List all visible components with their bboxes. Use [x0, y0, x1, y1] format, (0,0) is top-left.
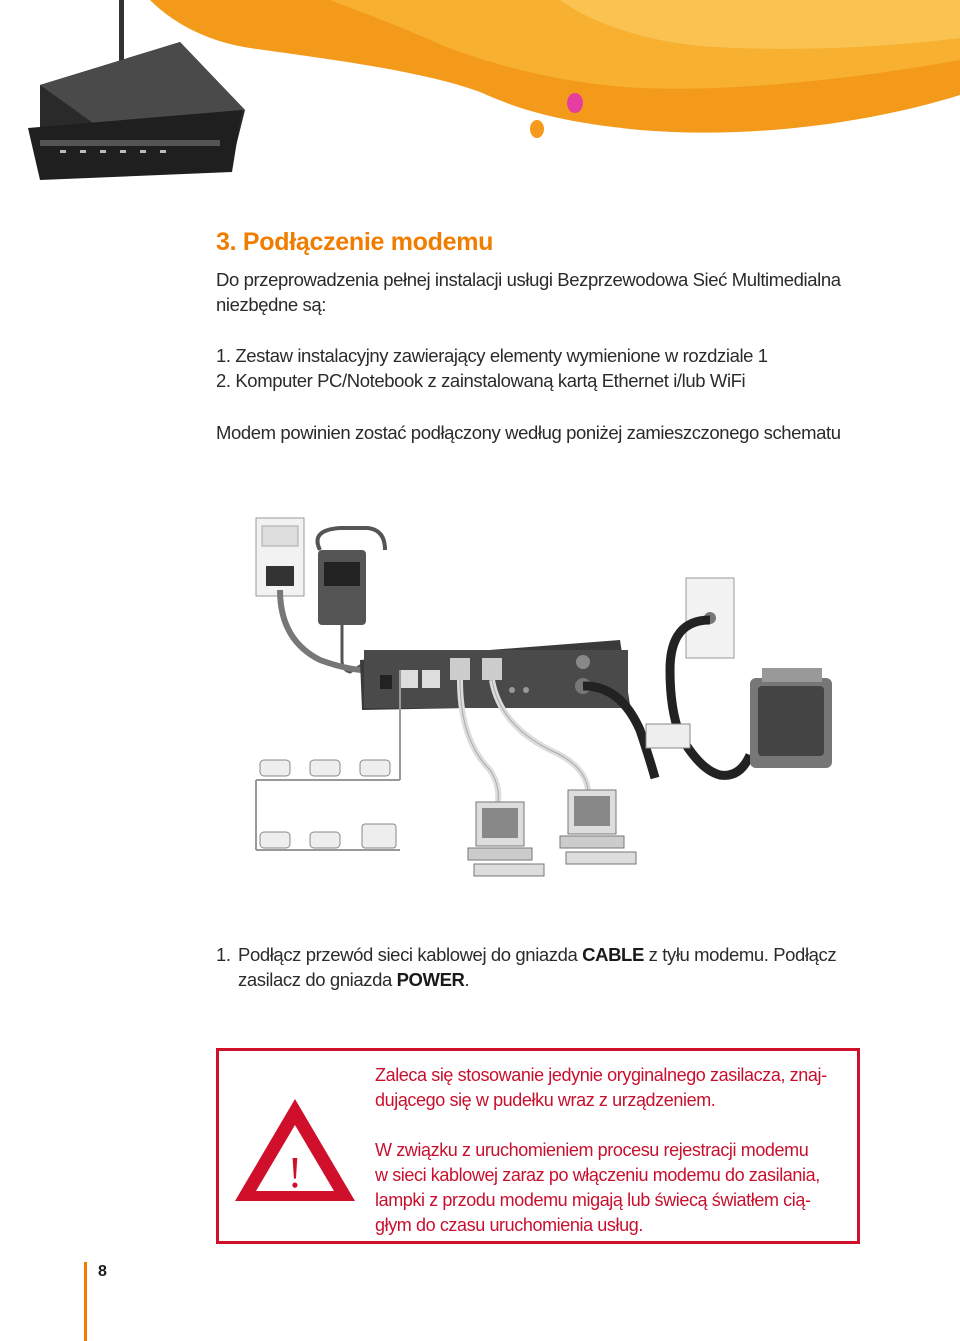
step-1-text-c: zasilacz do gniazda: [238, 969, 397, 990]
step-1-text-b: z tyłu modemu. Podłącz: [643, 944, 837, 965]
computer-2-icon: [560, 790, 636, 864]
warning-symbol: !: [287, 1148, 303, 1197]
diagram-intro: Modem powinien zostać podłączony według poniżej zamieszczonego schematu: [216, 422, 841, 443]
warning-para1-line1: Zaleca się stosowanie jedynie oryginalnego zasilacza, znaj-: [375, 1065, 827, 1085]
warning-triangle-icon: [231, 1095, 359, 1205]
step-1-text-a: Podłącz przewód sieci kablowej do gniazda: [238, 944, 583, 965]
step-1: [216, 942, 896, 992]
tv-icon: [750, 668, 832, 768]
decor-dot-pink: [567, 93, 583, 113]
warning-para1-line2: dującego się w pudełku wraz z urządzeniem.: [375, 1090, 716, 1110]
cable-splitter-icon: [646, 724, 690, 748]
requirement-item-1: 1. Zestaw instalacyjny zawierający elementy wymienione w rozdziale 1: [216, 345, 768, 366]
warning-para2-line1: W związku z uruchomieniem procesu rejestracji modemu: [375, 1140, 809, 1160]
step-1-number: 1.: [216, 944, 231, 965]
warning-box: [216, 1048, 860, 1244]
phone-wall-jack-icon: [256, 518, 304, 596]
keyword-cable: CABLE: [582, 944, 644, 965]
computer-1-icon: [468, 802, 544, 876]
intro-line-1: Do przeprowadzenia pełnej instalacji usługi Bezprzewodowa Sieć Multimedialna: [216, 269, 841, 290]
telephone-icons: [260, 760, 396, 848]
page-margin-rule: [84, 1262, 87, 1341]
connection-diagram: [250, 510, 840, 890]
step-1-text-d: .: [464, 969, 470, 990]
keyword-power: POWER: [396, 969, 465, 990]
requirement-item-2: 2. Komputer PC/Notebook z zainstalowaną kartą Ethernet i/lub WiFi: [216, 370, 746, 391]
page-number: 8: [98, 1263, 107, 1280]
warning-para2-line4: głym do czasu uruchomienia usług.: [375, 1215, 643, 1235]
warning-para2-line2: w sieci kablowej zaraz po włączeniu modemu do zasilania,: [375, 1165, 820, 1185]
section-title: 3. Podłączenie modemu: [216, 228, 494, 256]
warning-para2-line3: lampki z przodu modemu migają lub świecą światłem cią-: [375, 1190, 811, 1210]
decor-dot-orange: [530, 120, 544, 138]
intro-line-2: niezbędne są:: [216, 294, 327, 315]
header-banner: [0, 0, 960, 200]
